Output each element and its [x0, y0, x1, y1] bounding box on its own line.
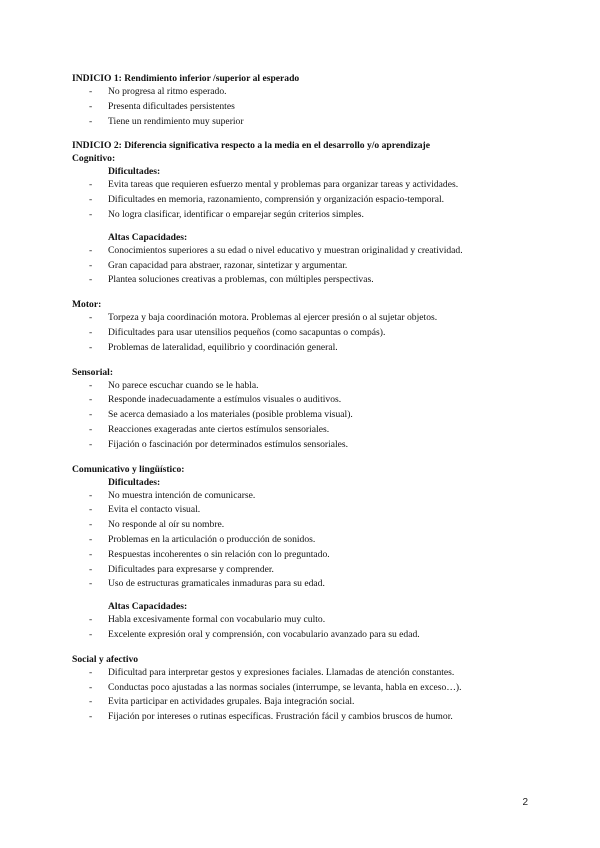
dash-bullet: -	[89, 666, 93, 678]
comunicativo-altas-list	[72, 613, 542, 643]
comunicativo-heading: Comunicativo y lingüístico:	[72, 463, 185, 475]
list-item: - No progresa al ritmo esperado.	[72, 85, 542, 100]
motor-list	[72, 311, 542, 355]
indicio-2-heading: INDICIO 2: Diferencia significativa respecto a la media en el desarrollo y/o aprendizaje	[72, 140, 430, 152]
dash-bullet: -	[89, 696, 93, 708]
list-item: - Gran capacidad para abstraer, razonar, sintetizar y argumentar.	[72, 259, 542, 274]
cognitivo-altas-subheading: Altas Capacidades:	[108, 231, 188, 243]
list-item: - Dificultades para usar utensilios pequeños (como sacapuntas o compás).	[72, 326, 542, 341]
cognitivo-heading: Cognitivo:	[72, 153, 116, 165]
indicio-1-list	[72, 85, 542, 129]
list-item: - Conductas poco ajustadas a las normas sociales (interrumpe, se levanta, habla en exceso…).	[72, 681, 542, 696]
dash-bullet: -	[89, 259, 93, 271]
dash-bullet: -	[89, 423, 93, 435]
list-item: - Problemas de lateralidad, equilibrio y coordinación general.	[72, 341, 542, 356]
list-item: - No parece escuchar cuando se le habla.	[72, 379, 542, 394]
dash-bullet: -	[89, 194, 93, 206]
list-item: - Dificultad para interpretar gestos y expresiones faciales. Llamadas de atención constantes.	[72, 666, 542, 681]
dash-bullet: -	[89, 438, 93, 450]
list-item: - Presenta dificultades persistentes	[72, 100, 542, 115]
dash-bullet: -	[89, 548, 93, 560]
dash-bullet: -	[89, 179, 93, 191]
cognitivo-dificultades-subheading: Dificultades:	[108, 166, 161, 178]
list-item: - Responde inadecuadamente a estímulos visuales o auditivos.	[72, 393, 542, 408]
list-item: - Excelente expresión oral y comprensión, con vocabulario avanzado para su edad.	[72, 628, 542, 643]
cognitivo-dificultades-list	[72, 178, 542, 222]
list-item: - Dificultades en memoria, razonamiento, comprensión y organización espacio-temporal.	[72, 193, 542, 208]
comunicativo-dificultades-list	[72, 489, 542, 593]
list-item: - Evita tareas que requieren esfuerzo mental y problemas para organizar tareas y actividades.	[72, 178, 542, 193]
list-item: - Tiene un rendimiento muy superior	[72, 115, 542, 130]
list-item: - No responde al oír su nombre.	[72, 518, 542, 533]
list-item: - Evita participar en actividades grupales. Baja integración social.	[72, 695, 542, 710]
dash-bullet: -	[89, 326, 93, 338]
dash-bullet: -	[89, 711, 93, 723]
comunicativo-dificultades-subheading: Dificultades:	[108, 476, 161, 488]
dash-bullet: -	[89, 681, 93, 693]
dash-bullet: -	[89, 86, 93, 97]
sensorial-heading: Sensorial:	[72, 366, 114, 378]
dash-bullet: -	[89, 394, 93, 406]
list-item: - Reacciones exageradas ante ciertos estímulos sensoriales.	[72, 423, 542, 438]
dash-bullet: -	[89, 409, 93, 421]
dash-bullet: -	[89, 244, 93, 256]
list-item: - Respuestas incoherentes o sin relación con lo preguntado.	[72, 548, 542, 563]
list-item: - No logra clasificar, identificar o emparejar según criterios simples.	[72, 208, 542, 223]
sensorial-list	[72, 379, 542, 453]
social-heading: Social y afectivo	[72, 653, 139, 665]
dash-bullet: -	[89, 115, 93, 127]
list-item: - Conocimientos superiores a su edad o nivel educativo y muestran originalidad y creatividad.	[72, 244, 542, 259]
list-item: - Plantea soluciones creativas a problemas, con múltiples perspectivas.	[72, 273, 542, 288]
dash-bullet: -	[89, 312, 93, 324]
motor-heading: Motor:	[72, 299, 102, 311]
dash-bullet: -	[89, 533, 93, 545]
cognitivo-altas-list	[72, 244, 542, 288]
dash-bullet: -	[89, 628, 93, 640]
dash-bullet: -	[89, 614, 93, 626]
dash-bullet: -	[89, 274, 93, 286]
list-item: - Torpeza y baja coordinación motora. Problemas al ejercer presión o al sujetar objetos.	[72, 311, 542, 326]
dash-bullet: -	[89, 519, 93, 531]
dash-bullet: -	[89, 100, 93, 112]
dash-bullet: -	[89, 208, 93, 220]
comunicativo-altas-subheading: Altas Capacidades:	[108, 601, 188, 613]
list-item: - Uso de estructuras gramaticales inmaduras para su edad.	[72, 577, 542, 592]
list-item: - No muestra intención de comunicarse.	[72, 489, 542, 504]
list-item: - Se acerca demasiado a los materiales (posible problema visual).	[72, 408, 542, 423]
list-item: - Fijación o fascinación por determinados estímulos sensoriales.	[72, 438, 542, 453]
list-item: - Problemas en la articulación o producción de sonidos.	[72, 533, 542, 548]
social-list	[72, 666, 542, 725]
list-item: - Habla excesivamente formal con vocabulario muy culto.	[72, 613, 542, 628]
list-item: - Dificultades para expresarse y comprender.	[72, 563, 542, 578]
dash-bullet: -	[89, 504, 93, 516]
dash-bullet: -	[89, 489, 93, 501]
page-number: 2	[522, 797, 528, 808]
dash-bullet: -	[89, 578, 93, 590]
document-body	[72, 72, 542, 725]
dash-bullet: -	[89, 341, 93, 353]
indicio-1-heading: INDICIO 1: Rendimiento inferior /superior al esperado	[72, 73, 300, 84]
list-item: - Fijación por intereses o rutinas específicas. Frustración fácil y cambios bruscos de humor.	[72, 710, 542, 725]
dash-bullet: -	[89, 379, 93, 391]
list-item: - Evita el contacto visual.	[72, 503, 542, 518]
dash-bullet: -	[89, 563, 93, 575]
